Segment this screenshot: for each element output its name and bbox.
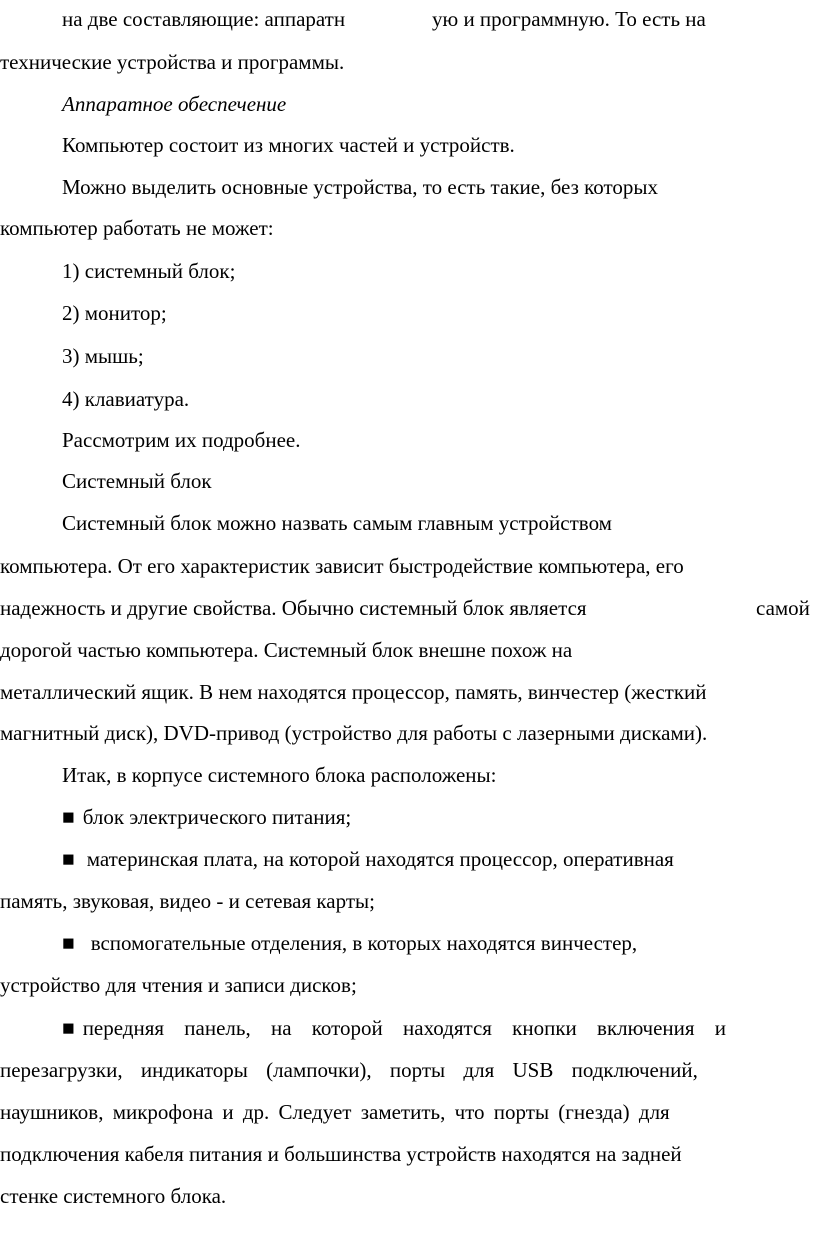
intro-line-1-part-a: на две составляющие: аппаратн [62,7,346,31]
hardware-paragraph-2-line-2: компьютер работать не может: [0,216,274,240]
bullet-square-icon: ■ [62,931,75,955]
component-bullet-4 [62,1018,726,1039]
component-bullet-4-line-3: наушников, микрофона и др. Следует заметить, что порты (гнезда) для [0,1100,670,1124]
component-bullet-2 [62,849,674,870]
bullet-square-icon: ■ [62,1016,75,1040]
component-bullet-4-line-2: перезагрузки, индикаторы (лампочки), порты для USB подключений, [0,1058,698,1082]
bullet-text: материнская плата, на которой находятся процессор, оперативная [86,847,674,871]
hardware-paragraph-3: Рассмотрим их подробнее. [62,428,301,452]
component-bullet-1 [62,807,351,828]
intro-line-2: технические устройства и программы. [0,50,345,74]
component-bullet-3 [62,933,637,954]
component-bullet-2-continuation: память, звуковая, видео - и сетевая карты; [0,889,375,913]
system-unit-para-line-2: компьютера. От его характеристик зависит быстродействие компьютера, его [0,554,684,578]
system-unit-para-line-4: дорогой частью компьютера. Системный блок внешне похож на [0,638,573,662]
bullet-square-icon: ■ [62,847,75,871]
intro-line-1-part-b: ую и программную. То есть на [432,7,706,31]
bullet-text: передняя панель, на которой находятся кнопки включения и [82,1016,727,1040]
bullet-text: блок электрического питания; [82,805,352,829]
bullet-text: вспомогательные отделения, в которых находятся винчестер, [90,931,638,955]
device-list-item: 2) монитор; [62,301,167,325]
component-bullet-3-continuation: устройство для чтения и записи дисков; [0,973,357,997]
device-list-item: 1) системный блок; [62,259,236,283]
system-unit-para-line-5: металлический ящик. В нем находятся процессор, память, винчестер (жесткий [0,680,707,704]
component-bullet-4-line-4: подключения кабеля питания и большинства устройств находятся на задней [0,1142,682,1166]
system-unit-para-line-3-end: самой [756,596,810,620]
device-list-item: 4) клавиатура. [62,387,190,411]
system-unit-para-line-6: магнитный диск), DVD-привод (устройство для работы с лазерными дисками). [0,721,708,745]
hardware-heading: Аппаратное обеспечение [62,92,287,116]
bullet-square-icon: ■ [62,805,75,829]
hardware-paragraph-2-line-1: Можно выделить основные устройства, то есть такие, без которых [62,175,658,199]
system-unit-para-line-1: Системный блок можно назвать самым главным устройством [62,511,612,535]
device-list-item: 3) мышь; [62,344,144,368]
component-list-intro: Итак, в корпусе системного блока расположены: [62,763,497,787]
component-bullet-4-line-5: стенке системного блока. [0,1184,227,1208]
system-unit-heading: Системный блок [62,469,212,493]
system-unit-para-line-3: надежность и другие свойства. Обычно системный блок является [0,596,587,620]
hardware-paragraph-1: Компьютер состоит из многих частей и устройств. [62,133,515,157]
